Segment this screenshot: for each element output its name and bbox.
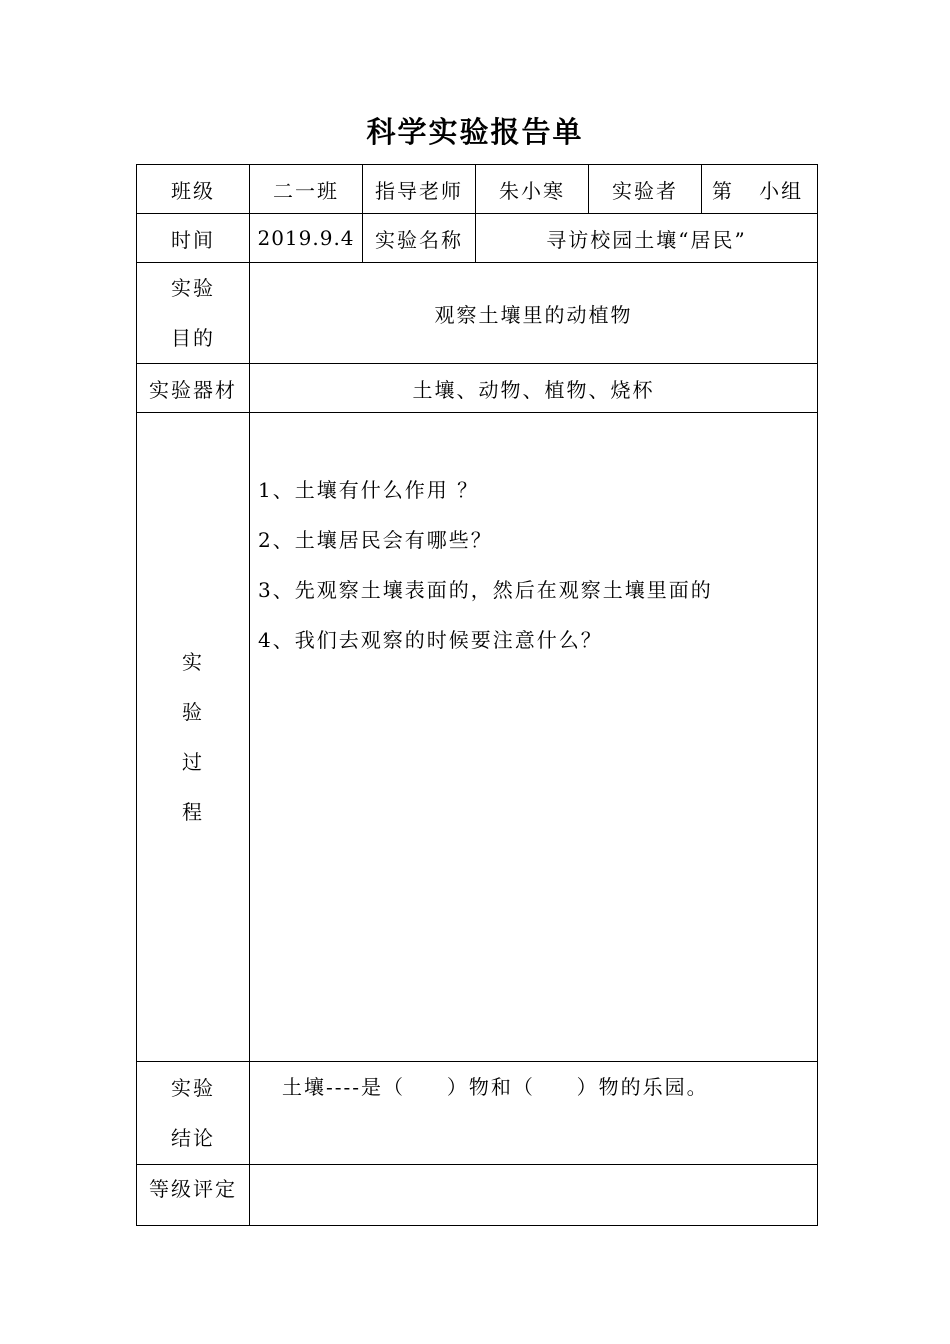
- conclusion-label: [137, 1062, 250, 1165]
- materials-value: 土壤、动物、植物、烧杯: [250, 364, 818, 413]
- conclusion-value: [250, 1062, 818, 1165]
- class-value: 二一班: [250, 165, 363, 214]
- process-label-char: 过: [182, 750, 204, 774]
- grade-label: 等级评定: [137, 1165, 250, 1226]
- process-steps: [250, 413, 818, 1062]
- process-label-char: 实: [182, 650, 204, 674]
- materials-label: 实验器材: [137, 364, 250, 413]
- teacher-label: 指导老师: [363, 165, 476, 214]
- time-label: 时间: [137, 214, 250, 263]
- materials-row: [137, 364, 818, 413]
- process-step: 4、我们去观察的时候要注意什么？: [258, 628, 603, 652]
- experiment-name-label: 实验名称: [363, 214, 476, 263]
- process-step: 3、先观察土壤表面的，然后在观察土壤里面的: [258, 578, 713, 602]
- class-label: 班级: [137, 165, 250, 214]
- teacher-value: 朱小寒: [476, 165, 589, 214]
- grade-row: [137, 1165, 818, 1226]
- document-title: 科学实验报告单: [366, 115, 584, 149]
- process-step: 1、土壤有什么作用 ？: [258, 478, 480, 502]
- grade-value: [250, 1165, 818, 1226]
- conclusion-row: [137, 1062, 818, 1165]
- process-label-char: 验: [182, 700, 204, 724]
- conclusion-label-line2: 结论: [171, 1126, 215, 1150]
- process-label: [137, 413, 250, 1062]
- purpose-label: [137, 263, 250, 364]
- purpose-label-line1: 实验: [171, 276, 215, 300]
- conclusion-text: 土壤----是（ ）物和（ ）物的乐园。: [282, 1075, 709, 1099]
- process-step: 2、土壤居民会有哪些？: [258, 528, 493, 552]
- experimenter-label: 实验者: [589, 165, 702, 214]
- conclusion-label-line1: 实验: [171, 1076, 215, 1100]
- time-row: [137, 214, 818, 263]
- group-value: 第 小组: [702, 165, 818, 214]
- purpose-value: 观察土壤里的动植物: [250, 263, 818, 364]
- purpose-label-line2: 目的: [171, 326, 215, 350]
- process-label-char: 程: [182, 800, 204, 824]
- process-row: [137, 413, 818, 1062]
- report-table: [136, 164, 818, 1226]
- time-value: 2019.9.4: [250, 214, 363, 263]
- purpose-row: [137, 263, 818, 364]
- class-row: [137, 165, 818, 214]
- experiment-name-value: 寻访校园土壤“居民”: [476, 214, 818, 263]
